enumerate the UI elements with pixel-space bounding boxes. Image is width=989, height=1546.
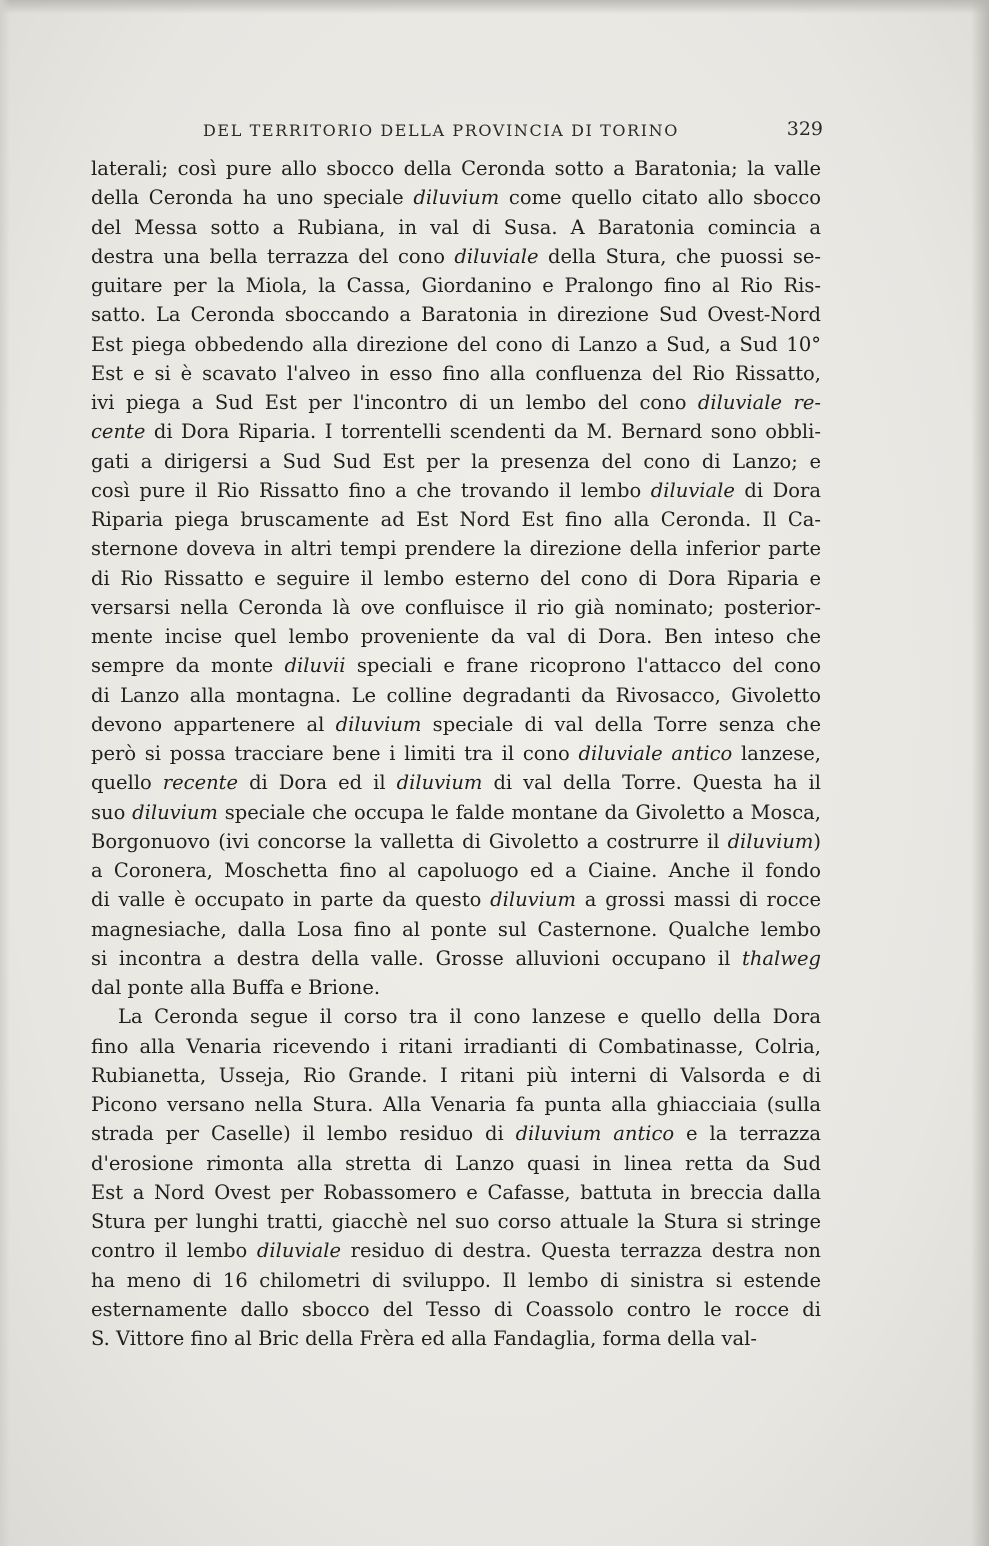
text-run: del Messa sotto a Rubiana, in val di Susa. A Baratonia comincia a xyxy=(91,215,821,239)
text-run: di Rio Rissatto e seguire il lembo esterno del cono di Dora Riparia e xyxy=(91,566,821,590)
text-line xyxy=(91,1061,821,1090)
text-run: lanzese, xyxy=(732,742,821,765)
running-head: DEL TERRITORIO DELLA PROVINCIA DI TORINO xyxy=(203,121,679,140)
text-run: della Ceronda ha uno speciale xyxy=(91,186,414,210)
text-run: La Ceronda segue il corso tra il cono lanzese e quello della Dora xyxy=(118,1005,821,1029)
text-line xyxy=(91,768,821,797)
text-line xyxy=(91,1324,821,1353)
text-line xyxy=(91,447,821,476)
text-run: di Lanzo alla montagna. Le colline degradanti da Rivosacco, Givoletto xyxy=(91,683,821,707)
text-run: laterali; così pure allo sbocco della Ceronda sotto a Baratonia; la valle xyxy=(91,157,821,180)
text-line xyxy=(91,681,821,710)
italic-term: diluvium xyxy=(132,800,218,824)
text-run: sternone doveva in altri tempi prendere la direzione della inferior parte xyxy=(91,537,821,561)
italic-term: diluvium antico xyxy=(515,1122,675,1146)
text-run: ) xyxy=(813,829,821,853)
text-run: gati a dirigersi a Sud Sud Est per la presenza del cono di Lanzo; e xyxy=(91,449,821,473)
italic-term: diluviale antico xyxy=(578,742,733,765)
text-run: dal ponte alla Buffa e Brione. xyxy=(91,976,381,999)
text-run: versarsi nella Ceronda là ove confluisce il rio già nominato; posterior- xyxy=(91,595,821,619)
italic-term: diluvium xyxy=(727,829,814,853)
text-run: Est e si è scavato l'alveo in esso fino alla confluenza del Rio Rissatto, xyxy=(91,361,821,385)
text-run: ivi piega a Sud Est per l'incontro di un lembo del cono xyxy=(91,391,698,414)
italic-term: thalweg xyxy=(742,946,821,970)
italic-term: cente xyxy=(91,420,146,444)
page-edge-shadow-left xyxy=(0,0,10,1546)
text-run: di val della Torre. Questa ha il xyxy=(482,771,821,795)
page-edge-shadow-right xyxy=(971,0,989,1546)
text-line xyxy=(91,388,821,417)
italic-term: diluvium xyxy=(396,771,483,795)
text-line xyxy=(91,622,821,651)
text-run: speciale che occupa le falde montane da Givoletto a Mosca, xyxy=(217,800,821,824)
text-run: guitare per la Miola, la Cassa, Giordanino e Pralongo fino al Rio Ris- xyxy=(91,274,821,297)
text-line xyxy=(91,476,821,505)
text-line xyxy=(91,154,821,183)
text-run: magnesiache, dalla Losa fino al ponte sul Casternone. Qualche lembo xyxy=(91,917,821,941)
page-edge-shadow-top xyxy=(0,0,989,14)
text-line xyxy=(91,944,821,973)
page-number: 329 xyxy=(786,118,823,140)
text-run: suo xyxy=(91,800,133,824)
text-run: però si possa tracciare bene i limiti tra il cono xyxy=(91,742,579,765)
text-run: speciale di val della Torre senza che xyxy=(421,712,821,736)
text-run: d'erosione rimonta alla stretta di Lanzo quasi in linea retta da Sud xyxy=(91,1151,821,1175)
text-run: speciali e frane ricoprono l'attacco del cono xyxy=(345,654,821,678)
italic-term: diluviale re- xyxy=(697,391,821,414)
italic-term: diluvium xyxy=(335,712,422,736)
text-run: satto. La Ceronda sboccando a Baratonia in direzione Sud Ovest-Nord xyxy=(91,303,821,327)
text-run: di Dora ed il xyxy=(238,771,397,795)
text-line xyxy=(91,856,821,885)
text-line xyxy=(91,710,821,739)
text-line xyxy=(91,1178,821,1207)
italic-term: diluvii xyxy=(284,654,346,678)
text-line xyxy=(91,505,821,534)
text-run: mente incise quel lembo proveniente da val di Dora. Ben inteso che xyxy=(91,625,821,648)
text-run: così pure il Rio Rissatto fino a che trovando il lembo xyxy=(91,478,651,502)
text-run: di Dora Riparia. I torrentelli scendenti da M. Bernard sono obbli- xyxy=(145,420,821,444)
text-run: Riparia piega bruscamente ad Est Nord Est fino alla Ceronda. Il Ca- xyxy=(91,508,821,531)
text-run: ha meno di 16 chilometri di sviluppo. Il lembo di sinistra si estende xyxy=(91,1268,821,1292)
text-line xyxy=(91,300,821,329)
text-run: Stura per lunghi tratti, giacchè nel suo corso attuale la Stura si stringe xyxy=(91,1210,821,1233)
text-line xyxy=(91,183,821,212)
text-run: contro il lembo xyxy=(91,1239,257,1263)
text-run: di valle è occupato in parte da questo xyxy=(91,888,491,912)
page-header xyxy=(203,118,823,148)
text-line xyxy=(91,1032,821,1061)
italic-term: recente xyxy=(162,771,239,795)
text-line xyxy=(91,885,821,914)
text-line xyxy=(91,1149,821,1178)
text-run: a grossi massi di rocce xyxy=(575,888,821,912)
text-run: Borgonuovo (ivi concorse la valletta di Givoletto a costrurre il xyxy=(91,829,728,853)
text-line xyxy=(91,593,821,622)
text-line xyxy=(91,330,821,359)
text-run: Est a Nord Ovest per Robassomero e Cafasse, battuta in breccia dalla xyxy=(91,1180,821,1204)
text-line xyxy=(91,359,821,388)
text-run: quello xyxy=(91,771,163,795)
text-line xyxy=(91,1090,821,1119)
text-run: fino alla Venaria ricevendo i ritani irradianti di Combatinasse, Colria, xyxy=(91,1034,821,1058)
text-line xyxy=(91,1295,821,1324)
text-run: strada per Caselle) il lembo residuo di xyxy=(91,1122,516,1146)
text-line xyxy=(91,798,821,827)
italic-term: diluviale xyxy=(650,478,735,502)
text-line xyxy=(91,1119,821,1148)
text-run: devono appartenere al xyxy=(91,712,336,736)
text-run: esternamente dallo sbocco del Tesso di Coassolo contro le rocce di xyxy=(91,1297,821,1321)
text-line xyxy=(91,417,821,446)
text-line xyxy=(91,973,821,1002)
text-run: residuo di destra. Questa terrazza destra non xyxy=(341,1239,821,1263)
text-line xyxy=(91,564,821,593)
text-line xyxy=(91,1002,821,1031)
text-run: di Dora xyxy=(734,478,821,502)
text-run: Picono versano nella Stura. Alla Venaria fa punta alla ghiacciaia (sulla xyxy=(91,1093,821,1116)
text-run: si incontra a destra della valle. Grosse alluvioni occupano il xyxy=(91,946,743,970)
text-line xyxy=(91,242,821,271)
text-line xyxy=(91,1236,821,1265)
text-run: a Coronera, Moschetta fino al capoluogo ed a Ciaine. Anche il fondo xyxy=(91,859,821,882)
italic-term: diluvium xyxy=(490,888,576,912)
text-line xyxy=(91,651,821,680)
text-run: e la terrazza xyxy=(674,1122,821,1146)
text-line xyxy=(91,534,821,563)
text-run: Rubianetta, Usseja, Rio Grande. I ritani più interni di Valsorda e di xyxy=(91,1063,821,1087)
text-line xyxy=(91,1266,821,1295)
text-run: della Stura, che puossi se- xyxy=(538,244,821,268)
text-run: come quello citato allo sbocco xyxy=(499,186,821,210)
italic-term: diluviale xyxy=(454,244,539,268)
text-run: destra una bella terrazza del cono xyxy=(91,244,455,268)
text-line xyxy=(91,827,821,856)
text-line xyxy=(91,213,821,242)
text-line xyxy=(91,1207,821,1236)
text-run: S. Vittore fino al Bric della Frèra ed alla Fandaglia, forma della val- xyxy=(91,1327,757,1350)
text-line xyxy=(91,915,821,944)
italic-term: diluvium xyxy=(413,186,500,210)
italic-term: diluviale xyxy=(256,1239,342,1263)
text-run: sempre da monte xyxy=(91,654,285,678)
text-line xyxy=(91,739,821,768)
text-line xyxy=(91,271,821,300)
text-run: Est piega obbedendo alla direzione del cono di Lanzo a Sud, a Sud 10° xyxy=(91,332,821,356)
body-text xyxy=(91,154,821,1353)
